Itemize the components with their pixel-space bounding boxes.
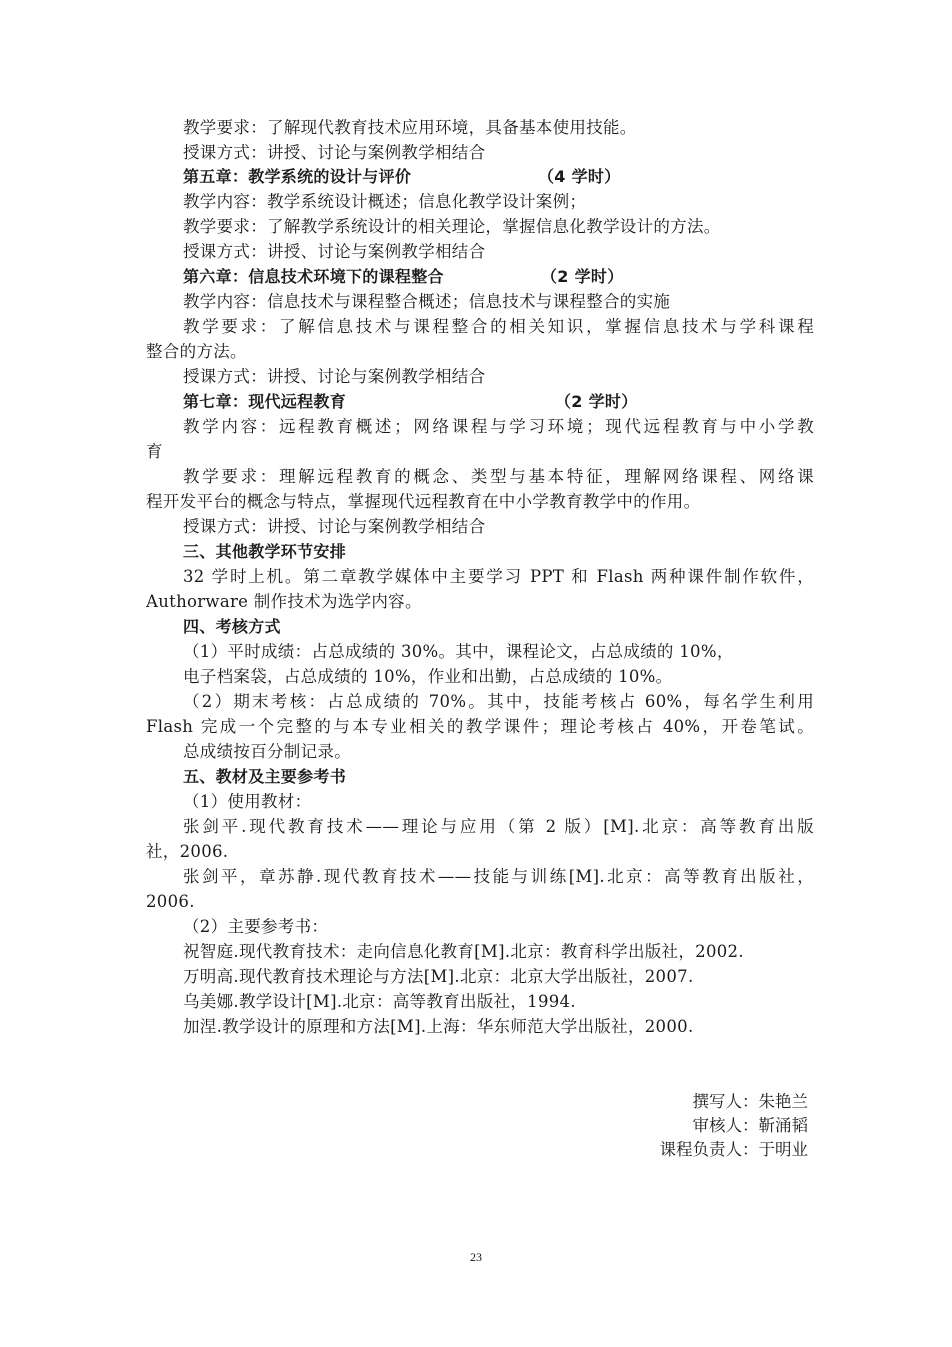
paragraph-line: 育 (146, 442, 163, 461)
paragraph-line: 教学内容：教学系统设计概述；信息化教学设计案例； (183, 192, 587, 211)
chapter-title: 第六章：信息技术环境下的课程整合 (183, 267, 444, 286)
reference-line: 加涅.教学设计的原理和方法[M].上海：华东师范大学出版社，2000. (183, 1017, 694, 1036)
paragraph-line: 教学要求：了解教学系统设计的相关理论，掌握信息化教学设计的方法。 (183, 217, 721, 236)
paragraph-line: （2）期末考核：占总成绩的 70%。其中，技能考核占 60%，每名学生利用 (183, 692, 814, 711)
paragraph-line: 教学内容：信息技术与课程整合概述；信息技术与课程整合的实施 (183, 292, 671, 311)
paragraph-line: 程开发平台的概念与特点，掌握现代远程教育在中小学教育教学中的作用。 (146, 492, 701, 511)
paragraph-line: Flash 完成一个完整的与本专业相关的教学课件；理论考核占 40%，开卷笔试。 (146, 717, 814, 736)
section-heading: 四、考核方式 (183, 617, 281, 636)
course-leader-signature: 课程负责人：于明业 (659, 1140, 808, 1159)
reference-line: 2006. (146, 892, 195, 911)
reviewer-signature: 审核人：靳涌韬 (692, 1116, 808, 1135)
paragraph-line: 教学要求：了解信息技术与课程整合的相关知识，掌握信息技术与学科课程 (183, 317, 814, 336)
reference-line: 万明高.现代教育技术理论与方法[M].北京：北京大学出版社，2007. (183, 967, 694, 986)
reference-line: 祝智庭.现代教育技术：走向信息化教育[M].北京：教育科学出版社，2002. (183, 942, 744, 961)
paragraph-line: 授课方式：讲授、讨论与案例教学相结合 (183, 517, 486, 536)
paragraph-line: 32 学时上机。第二章教学媒体中主要学习 PPT 和 Flash 两种课件制作软件， (183, 567, 814, 586)
writer-signature: 撰写人：朱艳兰 (692, 1092, 808, 1111)
paragraph-line: 授课方式：讲授、讨论与案例教学相结合 (183, 367, 486, 386)
chapter-hours: （2 学时） (541, 267, 624, 286)
paragraph-line: （2）主要参考书： (183, 917, 329, 936)
reference-line: 张剑平.现代教育技术——理论与应用（第 2 版）[M].北京：高等教育出版 (183, 817, 814, 836)
chapter-title: 第七章：现代远程教育 (183, 392, 347, 411)
paragraph-line: 总成绩按百分制记录。 (183, 742, 351, 761)
paragraph-line: 整合的方法。 (146, 342, 247, 361)
chapter-heading-5 (183, 164, 814, 189)
paragraph-line: Authorware 制作技术为选学内容。 (146, 592, 422, 611)
reference-line: 乌美娜.教学设计[M].北京：高等教育出版社，1994. (183, 992, 576, 1011)
chapter-heading-7 (183, 389, 814, 414)
chapter-heading-6 (183, 264, 814, 289)
paragraph-line: 教学要求：理解远程教育的概念、类型与基本特征，理解网络课程、网络课 (183, 467, 814, 486)
chapter-hours: （2 学时） (555, 392, 638, 411)
paragraph-line: （1）平时成绩：占总成绩的 30%。其中，课程论文，占总成绩的 10%， (183, 642, 734, 661)
paragraph-line: 授课方式：讲授、讨论与案例教学相结合 (183, 242, 486, 261)
section-heading: 五、教材及主要参考书 (183, 767, 347, 786)
paragraph-line: 电子档案袋，占总成绩的 10%，作业和出勤，占总成绩的 10%。 (183, 667, 673, 686)
paragraph-line: 教学要求：了解现代教育技术应用环境，具备基本使用技能。 (183, 118, 637, 137)
paragraph-line: （1）使用教材： (183, 792, 312, 811)
chapter-hours: （4 学时） (538, 167, 621, 186)
paragraph-line: 教学内容：远程教育概述；网络课程与学习环境；现代远程教育与中小学教 (183, 417, 814, 436)
section-heading: 三、其他教学环节安排 (183, 542, 347, 561)
chapter-title: 第五章：教学系统的设计与评价 (183, 167, 412, 186)
reference-line: 社，2006. (146, 842, 229, 861)
reference-line: 张剑平，章苏静.现代教育技术——技能与训练[M].北京：高等教育出版社， (183, 867, 814, 886)
page-number: 23 (470, 1250, 482, 1264)
paragraph-line: 授课方式：讲授、讨论与案例教学相结合 (183, 143, 486, 162)
